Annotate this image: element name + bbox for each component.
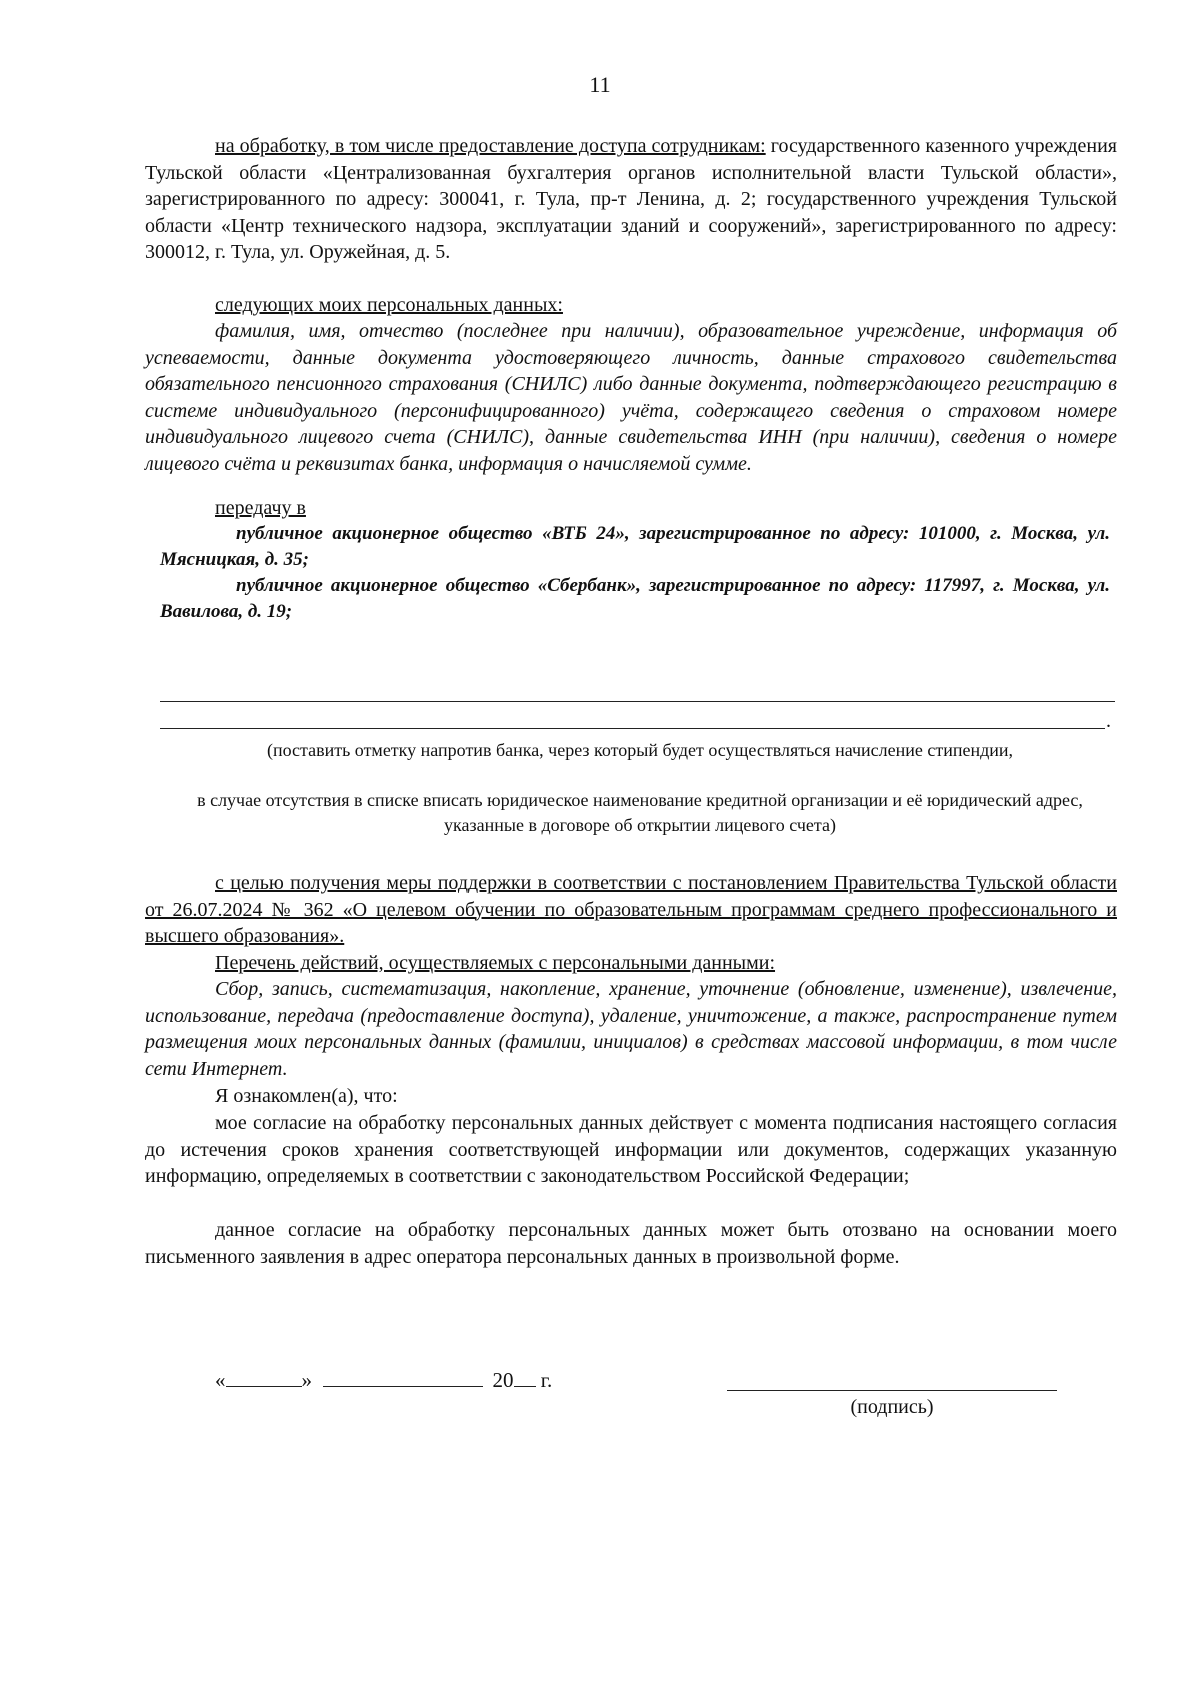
- other-bank-end-period: .: [1106, 710, 1111, 732]
- personal-data-list: фамилия, имя, отчество (последнее при наличии), образовательное учреждение, информация об успеваемости, данные документа удостоверяющего личность, данные страхового свидетельства обязательного пенсионного страхования (СНИЛС) либо данные документа, подтверждающего регистрацию в системе индивидуального (персонифицированного) учёта, содержащего сведения о страховом номере индивидуального лицевого счета (СНИЛС), данные свидетельства ИНН (при наличии), сведения о номере лицевого счёта и реквизитах банка, информация о начисляемой сумме.: [145, 320, 1117, 475]
- transfer-heading: передачу в: [215, 497, 306, 519]
- other-bank-line-2[interactable]: [160, 728, 1105, 729]
- date-year-blank[interactable]: [514, 1366, 536, 1387]
- consent-intro-rest: государственного казенного учреждения Тульской области «Централизованная бухгалтерия органов исполнительной власти Тульской области», зарегистрированного по адресу: 300041, г. Тула, пр-т Ленина, д. 2; государственного учреждения Тульской области «Центр технического надзора, эксплуатации зданий и сооружений», зарегистрированного по адресу: 300012, г. Тула, ул. Оружейная, д. 5.: [145, 135, 1117, 263]
- consent-intro-paragraph: [145, 133, 1117, 266]
- signature-label: (подпись): [850, 1396, 934, 1418]
- actions-heading: Перечень действий, осуществляемых с персональными данными:: [215, 952, 776, 974]
- bank-option-vtb[interactable]: публичное акционерное общество «ВТБ 24», зарегистрированное по адресу: 101000, г. Москва, ул. Мясницкая, д. 35;: [160, 523, 1110, 570]
- page-number: 11: [589, 72, 611, 97]
- other-bank-line-1[interactable]: [160, 701, 1115, 702]
- bank-note-line-1: (поставить отметку напротив банка, через который будет осуществляться начисление стипендии,: [266, 740, 1014, 760]
- date-day-blank[interactable]: [226, 1366, 302, 1387]
- actions-list: Сбор, запись, систематизация, накопление, хранение, уточнение (обновление, изменение), извлечение, использование, передача (предоставление доступа), удаление, уничтожение, а также, распространение путем размещения моих персональных данных (фамилии, инициалов) в средствах массовой информации, в том числе сети Интернет.: [145, 978, 1117, 1080]
- acknowledgement-validity: мое согласие на обработку персональных данных действует с момента подписания настоящего согласия до истечения сроков хранения соответствующей информации или документов, содержащих указанную информацию, определяемых в соответствии с законодательством Российской Федерации;: [145, 1112, 1117, 1187]
- acknowledged-heading: Я ознакомлен(а), что:: [215, 1085, 398, 1107]
- bank-option-sber[interactable]: публичное акционерное общество «Сбербанк», зарегистрированное по адресу: 117997, г. Москва, ул. Вавилова, д. 19;: [160, 575, 1110, 622]
- consent-intro-underlined: на обработку, в том числе предоставление доступа сотрудникам:: [215, 135, 766, 157]
- bank-note-line-2: в случае отсутствия в списке вписать юридическое наименование кредитной организации и её юридический адрес, указанные в договоре об открытии лицевого счета): [197, 790, 1083, 835]
- personal-data-heading: следующих моих персональных данных:: [215, 294, 563, 316]
- purpose-paragraph: с целью получения меры поддержки в соответствии с постановлением Правительства Тульской области от 26.07.2024 № 362 «О целевом обучении по образовательным программам среднего профессионального и высшего образования».: [145, 872, 1117, 947]
- acknowledgement-withdrawal: данное согласие на обработку персональных данных может быть отозвано на основании моего письменного заявления в адрес оператора персональных данных в произвольной форме.: [145, 1219, 1117, 1268]
- signature-line[interactable]: [727, 1390, 1057, 1391]
- date-field: « » 20 г.: [215, 1368, 553, 1392]
- date-month-blank[interactable]: [323, 1366, 483, 1387]
